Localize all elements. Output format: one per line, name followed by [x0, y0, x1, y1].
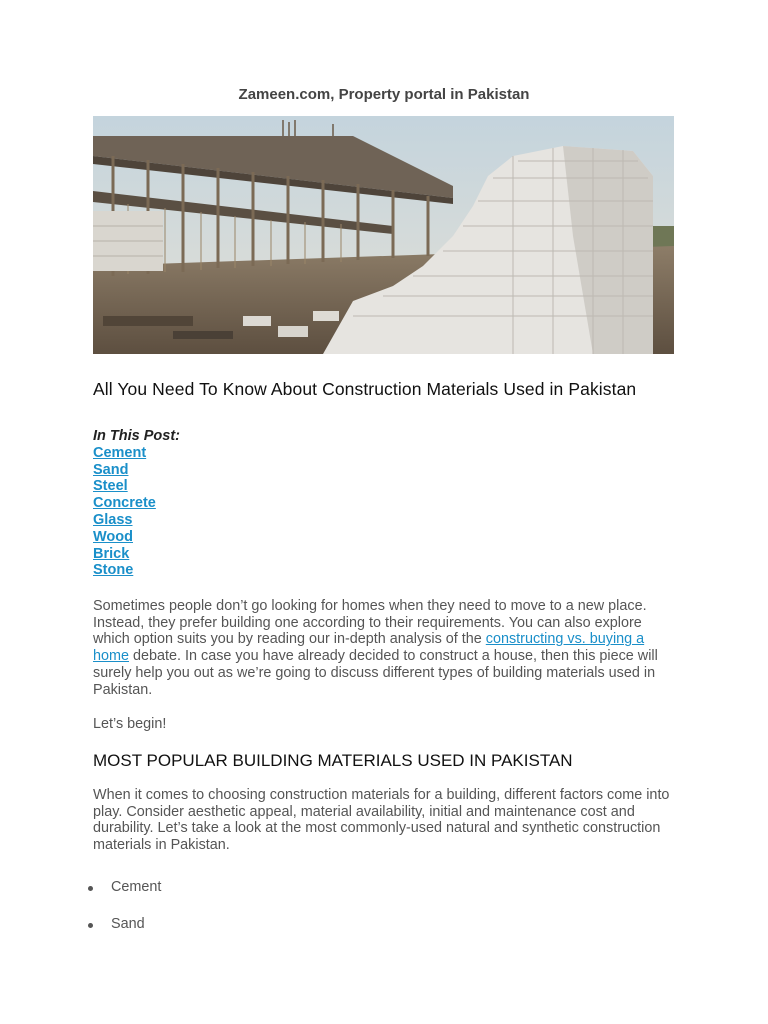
- list-item-label: Sand: [111, 916, 145, 932]
- bullet-icon: [88, 923, 93, 928]
- toc-link-stone[interactable]: Stone: [93, 562, 134, 579]
- article-title: All You Need To Know About Construction Materials Used in Pakistan: [93, 379, 637, 399]
- toc-link-glass[interactable]: Glass: [93, 511, 133, 528]
- intro-paragraph: [93, 598, 675, 698]
- constructing-vs-buying-link[interactable]: constructing vs. buying a home: [93, 631, 645, 665]
- toc-link-cement[interactable]: Cement: [93, 444, 147, 461]
- site-title: Zameen.com, Property portal in Pakistan: [238, 86, 530, 103]
- construction-site-illustration: [93, 116, 674, 354]
- list-item: [93, 879, 161, 916]
- section-heading: MOST POPULAR BUILDING MATERIALS USED IN PAKISTAN: [93, 751, 573, 770]
- list-item: [93, 916, 161, 953]
- toc-link-brick[interactable]: Brick: [93, 545, 130, 562]
- intro-text-after: debate. In case you have already decided to construct a house, then this piece will surely help you out as we’re going to discuss different types of building materials used in Pakistan.: [93, 648, 658, 698]
- bullet-icon: [88, 886, 93, 891]
- materials-list: [93, 879, 161, 953]
- table-of-contents: [93, 428, 180, 579]
- hero-image: [93, 116, 674, 354]
- toc-heading: In This Post:: [93, 428, 180, 444]
- toc-link-sand[interactable]: Sand: [93, 461, 129, 478]
- section-paragraph: When it comes to choosing construction materials for a building, different factors come into play. Consider aesthetic appeal, material availability, initial and maintenance cost and durability. Let’s take a look at the most commonly-used natural and synthetic construction materials in Pakistan.: [93, 787, 670, 854]
- list-item-label: Cement: [111, 879, 162, 895]
- toc-link-wood[interactable]: Wood: [93, 528, 133, 545]
- begin-paragraph: Let’s begin!: [93, 716, 167, 732]
- toc-link-steel[interactable]: Steel: [93, 478, 128, 495]
- toc-link-concrete[interactable]: Concrete: [93, 495, 156, 512]
- intro-text-before: Sometimes people don’t go looking for homes when they need to move to a new place. Instead, they prefer building one according to their requirements. You can also explore which option suits you by reading our in-depth analysis of the: [93, 598, 647, 648]
